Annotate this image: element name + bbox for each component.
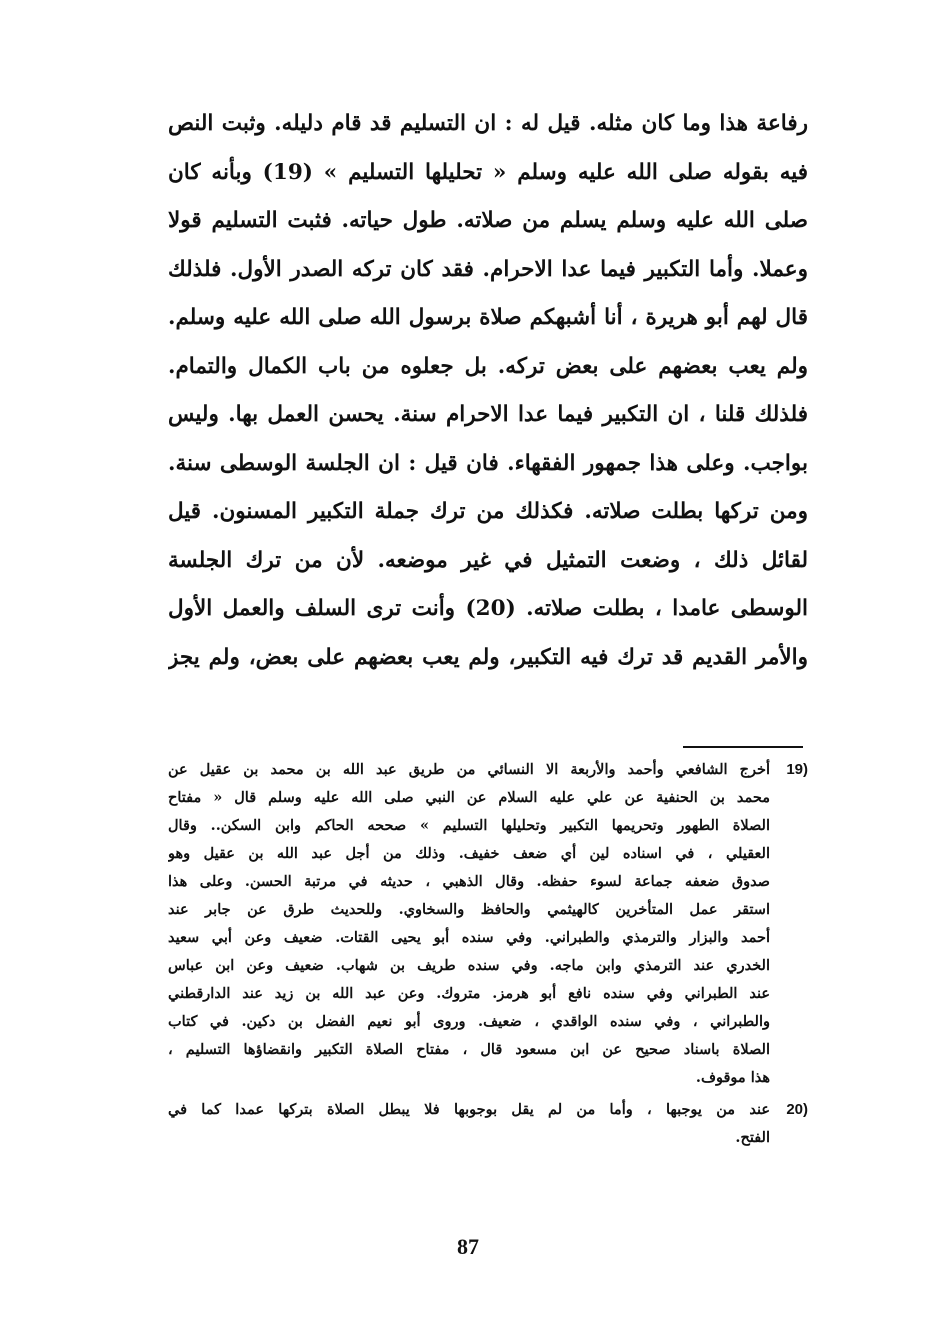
footnote-line: الصلاة باسناد صحيح عن ابن مسعود قال ، مفتاح الصلاة التكبير وانقضاؤها التسليم ،: [168, 1041, 770, 1058]
footnote-line: العقيلي ، في اسناده لين أي ضعف خفيف. وذلك من أجل عبد الله بن عقيل وهو: [168, 845, 770, 862]
body-line: والأمر القديم قد ترك فيه التكبير، ولم يعب بعضهم على بعض، ولم يجز: [168, 644, 808, 670]
body-line: فلذلك قلنا ، ان التكبير فيما عدا الاحرام سنة. يحسن العمل بها. وليس: [168, 402, 808, 427]
body-line: ومن تركها بطلت صلاته. فكذلك من ترك جملة التكبير المسنون. قيل: [168, 499, 808, 524]
footnote-line: الفتح.: [735, 1129, 770, 1146]
footnote-line: استقر عمل المتأخرين كالهيثمي والحافظ والسخاوي. وللحديث طرق عن جابر عند: [168, 901, 770, 918]
body-line: فيه بقوله صلى الله عليه وسلم « تحليلها التسليم » (19) وبأنه كان: [168, 159, 808, 185]
footnote-line: أخرج الشافعي وأحمد والأربعة الا النسائي من طريق عبد الله بن محمد بن عقيل عن: [168, 761, 770, 778]
footnote-number: 20): [786, 1101, 808, 1118]
footnote-line: هذا موقوف.: [695, 1069, 770, 1086]
footnote-19: [168, 756, 808, 1092]
footnote-line: والطبراني ، وفي سنده الواقدي ، ضعيف. وروى أبو نعيم الفضل بن دكين. في كتاب: [168, 1013, 770, 1030]
body-line: قال لهم أبو هريرة ، أنا أشبهكم صلاة برسول الله صلى الله عليه وسلم.: [168, 305, 808, 330]
footnotes: [168, 756, 808, 1152]
body-line: رفاعة هذا وما كان مثله. قيل له : ان التسليم قد قام دليله. وثبت النص: [168, 111, 808, 136]
footnote-text: [168, 1096, 770, 1152]
body-line: الوسطى عامدا ، بطلت صلاته. (20) وأنت ترى السلف والعمل الأول: [168, 596, 808, 621]
footnote-number: 19): [786, 761, 808, 778]
body-line: وعملا. وأما التكبير فيما عدا الاحرام. فقد كان تركه الصدر الأول. فلذلك: [168, 256, 808, 282]
footnote-20: [168, 1096, 808, 1152]
main-text: [168, 100, 808, 682]
body-line: صلى الله عليه وسلم يسلم من صلاته. طول حياته. فثبت التسليم قولا: [168, 208, 808, 233]
body-line: ولم يعب بعضهم على بعض تركه. بل جعلوه من باب الكمال والتمام.: [168, 353, 808, 379]
footnote-text: [168, 756, 770, 1092]
footnote-line: أحمد والبزار والترمذي والطبراني. وفي سنده أبو يحيى القتات. ضعيف وعن أبي سعيد: [168, 929, 770, 946]
footnote-line: محمد بن الحنفية عن علي عليه السلام عن النبي صلى الله عليه وسلم قال « مفتاح: [168, 789, 770, 806]
body-line: لقائل ذلك ، وضعت التمثيل في غير موضعه. لأن من ترك الجلسة: [168, 547, 808, 573]
page-number: 87: [457, 1234, 479, 1259]
footnote-line: عند من يوجبها ، وأما من لم يقل بوجوبها فلا يبطل الصلاة بتركها عمدا كما في: [168, 1101, 770, 1118]
footnote-line: الخدري عند الترمذي وابن ماجه. وفي سنده طريف بن شهاب. ضعيف وعن ابن عباس: [168, 957, 770, 974]
footnote-line: الصلاة الطهور وتحريمها التكبير وتحليلها التسليم » صححه الحاكم وابن السكن.. وقال: [168, 817, 770, 834]
footnote-separator: [683, 746, 803, 748]
footnote-line: صدوق ضعفه جماعة لسوء حفظه. وقال الذهبي ، حديثه في مرتبة الحسن. وعلى هذا: [168, 873, 770, 890]
body-line: بواجب. وعلى هذا جمهور الفقهاء. فان قيل : ان الجلسة الوسطى سنة.: [168, 450, 808, 476]
footnote-line: عند الطبراني وفي سنده نافع أبو هرمز. متروك. وعن عبد الله بن زيد عند الدارقطني: [168, 985, 770, 1002]
